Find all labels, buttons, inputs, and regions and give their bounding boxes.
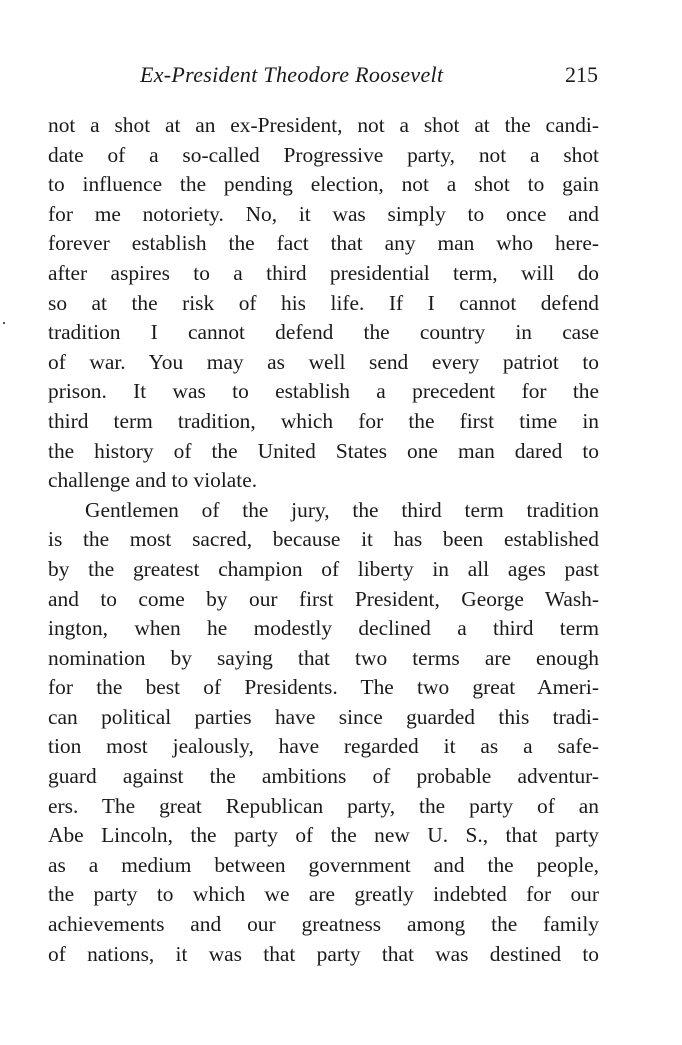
text-line: for the best of Presidents. The two great Ameri-	[48, 675, 599, 700]
text-line: so at the risk of his life. If I cannot defend	[48, 290, 599, 315]
running-head	[48, 62, 600, 94]
text-line: can political parties have since guarded this tradi-	[48, 704, 599, 729]
text-line: the history of the United States one man dared to	[48, 438, 599, 463]
page-number: 215	[565, 62, 598, 87]
text-line: ers. The great Republican party, the party of an	[48, 793, 599, 818]
text-line: achievements and our greatness among the family	[48, 912, 599, 937]
text-line: tion most jealously, have regarded it as a safe-	[48, 734, 599, 759]
text-line: forever establish the fact that any man who here-	[48, 231, 599, 256]
text-line: date of a so-called Progressive party, not a shot	[48, 142, 599, 167]
text-line: the party to which we are greatly indebted for our	[48, 882, 599, 907]
text-line: by the greatest champion of liberty in all ages past	[48, 556, 599, 581]
text-line: Gentlemen of the jury, the third term tradition	[85, 497, 599, 522]
running-title: Ex-President Theodore Roosevelt	[140, 62, 444, 87]
text-line: and to come by our first President, George Wash-	[48, 586, 599, 611]
text-line: tradition I cannot defend the country in case	[48, 320, 599, 345]
paragraph-2	[48, 496, 599, 970]
text-line: nomination by saying that two terms are enough	[48, 645, 599, 670]
text-line: as a medium between government and the people,	[48, 852, 599, 877]
text-line: challenge and to violate.	[48, 468, 258, 493]
text-line: not a shot at an ex-President, not a shot at the candi-	[48, 113, 599, 137]
text-line: guard against the ambitions of probable adventur-	[48, 764, 599, 789]
text-line: is the most sacred, because it has been established	[48, 527, 599, 552]
paragraph-1	[48, 111, 599, 496]
text-line: prison. It was to establish a precedent for the	[48, 379, 599, 404]
text-line: of war. You may as well send every patriot to	[48, 349, 599, 374]
text-line: ington, when he modestly declined a third term	[48, 616, 599, 641]
text-line: third term tradition, which for the first time in	[48, 408, 599, 433]
text-line: of nations, it was that party that was destined to	[48, 941, 599, 966]
margin-mark	[3, 322, 5, 324]
text-line: for me notoriety. No, it was simply to once and	[48, 201, 599, 226]
text-line: to influence the pending election, not a shot to gain	[48, 172, 599, 197]
text-line: after aspires to a third presidential term, will do	[48, 260, 599, 285]
text-line: Abe Lincoln, the party of the new U. S., that party	[48, 823, 599, 848]
body-text	[48, 111, 599, 969]
